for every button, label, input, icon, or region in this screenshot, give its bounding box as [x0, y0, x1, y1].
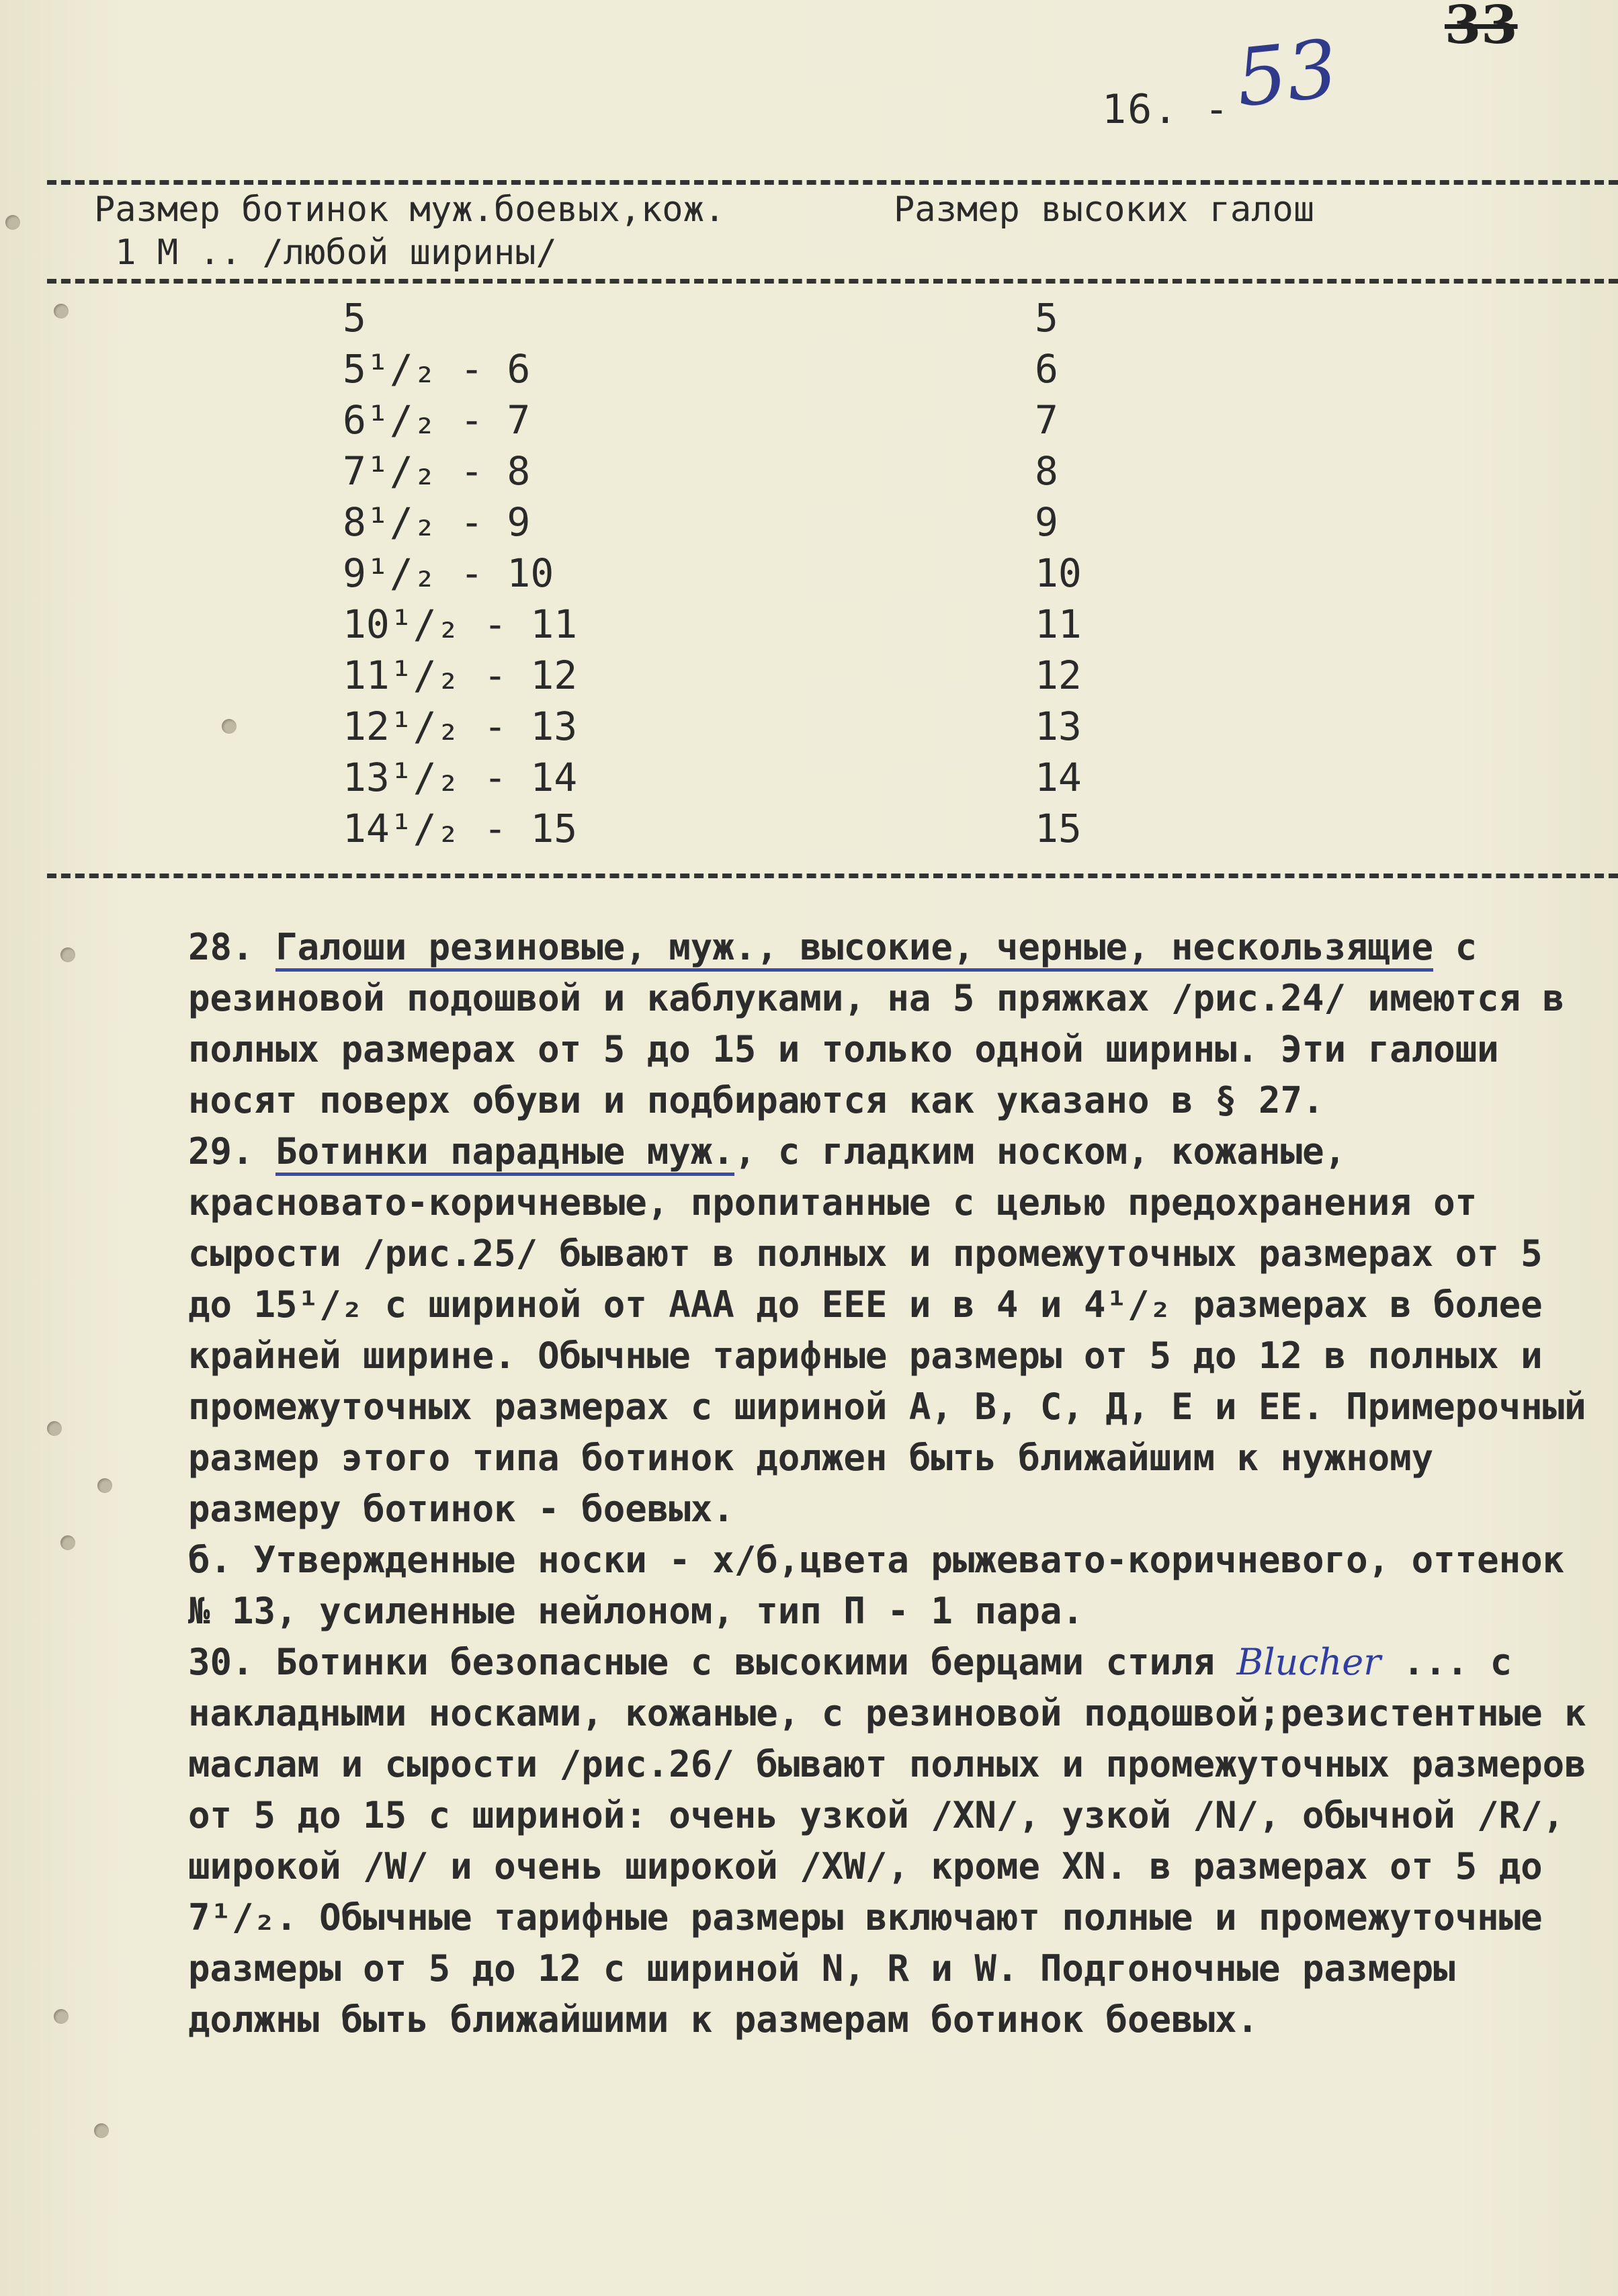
galosh-size-cell: 10 [1035, 550, 1082, 596]
paragraph-number: 29. [188, 1130, 254, 1173]
paragraph-number: 28. [188, 926, 254, 968]
boot-size-cell: 6¹/₂ - 7 [343, 397, 531, 443]
table-row [0, 497, 1618, 548]
galosh-size-cell: 5 [1035, 295, 1058, 341]
body-text [188, 922, 1609, 2045]
galosh-size-cell: 11 [1035, 601, 1082, 647]
boot-size-cell: 5 [343, 295, 366, 341]
boot-size-cell: 7¹/₂ - 8 [343, 448, 531, 494]
table-row [0, 650, 1618, 701]
table-header-rule [47, 279, 1618, 284]
boot-size-cell: 10¹/₂ - 11 [343, 601, 578, 647]
boot-size-cell: 5¹/₂ - 6 [343, 346, 531, 392]
punch-hole [94, 2123, 109, 2138]
paragraph-text: ... с накладными носками, кожаные, с резиновой подошвой;резистентные к маслам и сырости /рис.26/ бывают полных и промежуточных размеров от 5 до 15 с шириной: очень узкой /XN/, узкой /N/, обычной /R/, широкой /W/ и очень широкой /XW/, кроме XN. в размерах от 5 до 7¹/₂. Обычные тарифные размеры включают полные и промежуточные размеры от 5 до 12 с шириной N, R и W. Подгоночные размеры должны быть ближайшими к размерам ботинок боевых. [188, 1641, 1609, 2041]
galosh-size-cell: 12 [1035, 652, 1082, 698]
underlined-heading: Ботинки парадные муж. [275, 1130, 734, 1176]
table-row [0, 701, 1618, 752]
page-number: 16. - [1102, 86, 1230, 133]
boot-size-cell: 9¹/₂ - 10 [343, 550, 554, 596]
handwritten-style-name: Blucher [1236, 1641, 1381, 1683]
paragraph-30 [188, 1637, 1609, 2045]
boot-size-cell: 12¹/₂ - 13 [343, 704, 578, 749]
punch-hole [47, 1421, 62, 1436]
punch-hole [5, 215, 20, 230]
punch-hole [60, 947, 75, 962]
boot-size-cell: 13¹/₂ - 14 [343, 755, 578, 800]
punch-hole [97, 1478, 112, 1493]
boot-size-cell: 14¹/₂ - 15 [343, 806, 578, 851]
galosh-size-cell: 7 [1035, 397, 1058, 443]
paragraph-text: , с гладким носком, кожаные, красновато-коричневые, пропитанные с целью предохранения от сырости /рис.25/ бывают в полных и промежуточных размерах от 5 до 15¹/₂ с шириной от ААА до ЕЕЕ и в 4 и 4¹/₂ размерах в более крайней ширине. Обычные тарифные размеры от 5 до 12 в полных и промежуточных размерах с шириной А, В, С, Д, Е и ЕЕ. Примерочный размер этого типа ботинок должен быть ближайшим к нужному размеру ботинок - боевых. [188, 1130, 1609, 1530]
table-row [0, 548, 1618, 599]
galosh-size-cell: 6 [1035, 346, 1058, 392]
table-row [0, 343, 1618, 394]
paragraph-text: с резиновой подошвой и каблуками, на 5 пряжках /рис.24/ имеются в полных размерах от 5 до 15 и только одной ширины. Эти галоши носят поверх обуви и подбираются как указано в § 27. [188, 926, 1586, 1121]
paragraph-28 [188, 922, 1606, 1126]
column-header-galoshes: Размер высоких галош [894, 189, 1315, 230]
paragraph-6: б. Утвержденные носки - х/б,цвета рыжевато-коричневого, оттенок № 13, усиленные нейлоном, тип П - 1 пара. [188, 1539, 1586, 1632]
crossed-folio-number: 33 [1445, 0, 1518, 56]
paragraph-text: Ботинки безопасные с высокими берцами стиля [275, 1641, 1237, 1683]
punch-hole [60, 1535, 75, 1550]
table-top-rule [47, 180, 1618, 185]
boot-size-cell: 8¹/₂ - 9 [343, 499, 531, 545]
table-row [0, 292, 1618, 343]
table-row [0, 394, 1618, 445]
table-row [0, 803, 1618, 854]
galosh-size-cell: 8 [1035, 448, 1058, 494]
galosh-size-cell: 14 [1035, 755, 1082, 800]
table-bottom-rule [47, 874, 1618, 878]
column-header-boots: Размер ботинок муж.боевых,кож. 1 М .. /любой ширины/ [94, 189, 726, 273]
handwritten-folio-number: 53 [1232, 22, 1342, 125]
underlined-heading: Галоши резиновые, муж., высокие, черные, нескользящие [275, 926, 1433, 972]
table-row [0, 445, 1618, 497]
table-row [0, 599, 1618, 650]
paragraph-29 [188, 1126, 1609, 1535]
galosh-size-cell: 13 [1035, 704, 1082, 749]
galosh-size-cell: 15 [1035, 806, 1082, 851]
punch-hole [54, 2009, 69, 2024]
paragraph-number: 30. [188, 1641, 254, 1683]
galosh-size-cell: 9 [1035, 499, 1058, 545]
table-row [0, 752, 1618, 803]
boot-size-cell: 11¹/₂ - 12 [343, 652, 578, 698]
